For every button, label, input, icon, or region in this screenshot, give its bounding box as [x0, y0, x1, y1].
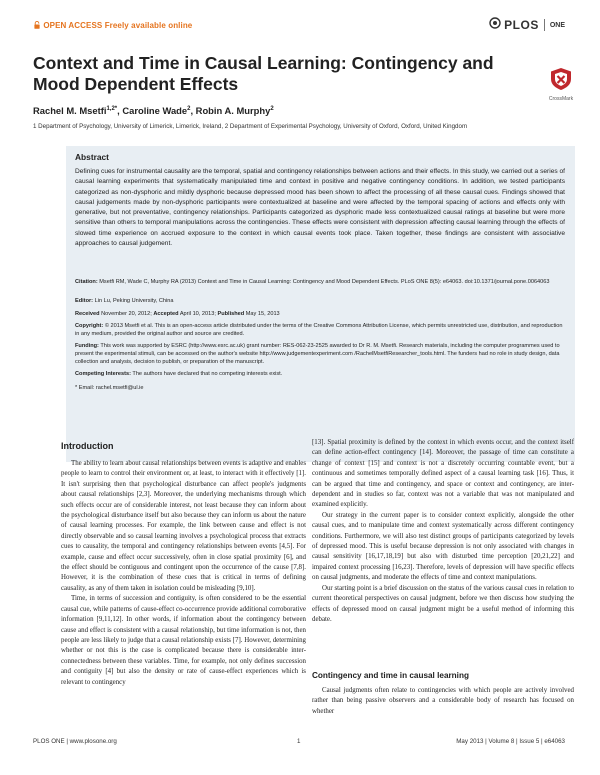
body-paragraph: Our starting point is a brief discussion on the status of the various causal cues in relation to current theoretical perspectives on causal judgment, before we then discuss how studying the effects of depressed mood on causal judgment might be a useful method of informing this debate. — [312, 584, 574, 623]
crossmark-label: CrossMark — [548, 96, 574, 102]
journal-logo[interactable] — [489, 16, 565, 34]
dates-line — [75, 310, 565, 318]
open-access-lock-icon — [34, 21, 40, 31]
accepted-date: April 10, 2013; — [179, 311, 216, 317]
abstract-text: Defining cues for instrumental causality are the temporal, spatial and contingency relationships between actions and their effects. In this study, we carried out a series of causal learning experiments that systematically manipulated time and context in positive and negative contingency conditions. In addition, we tested participants categorized as non-dysphoric and mildly dysphoric because depressed mood has been shown to affect the processing of all these causal cues. Findings showed that causal judgements made by non-dysphoric participants were contextualized at baseline and were affected by the temporal spacing of actions and effects only with generative, but not preventative, contingency relationships. Participants categorized as dysphoric made less contextualized causal ratings at baseline but were more sensitive than others to temporal manipulations across the contingencies. These effects were consistent with depression affecting causal learning through the effects of slowed time experience on accrued exposure to the context in which causal events took place. Taken together, these findings are consistent with associative approaches to causal judgement. — [75, 168, 565, 247]
plos-logo-icon — [489, 16, 501, 34]
received-label: Received — [75, 311, 100, 317]
open-access-label: OPEN ACCESS Freely available online — [43, 21, 193, 30]
crossmark-badge[interactable] — [546, 68, 576, 102]
section-heading: Contingency and time in causal learning — [312, 671, 469, 680]
citation-text: Msetfi RM, Wade C, Murphy RA (2013) Context and Time in Causal Learning: Contingency and Mood Dependent Effects. PLoS ONE 8(5): e64063. doi:10.1371/journal.pone.0064063 — [99, 279, 550, 285]
copyright-label: Copyright: — [75, 323, 104, 329]
footer-issue: May 2013 | Volume 8 | Issue 5 | e64063 — [456, 738, 565, 745]
editor-line — [75, 297, 565, 305]
author-affiliation-mark: 2 — [270, 105, 274, 112]
journal-logo-text: PLOS — [504, 18, 539, 32]
article-title: Context and Time in Causal Learning: Contingency and Mood Dependent Effects — [33, 53, 494, 94]
left-column-body — [61, 459, 306, 688]
logo-divider — [544, 19, 545, 31]
citation — [75, 278, 565, 286]
copyright-text: © 2013 Msetfi et al. This is an open-access article distributed under the terms of the Creative Commons Attribution License, which permits unrestricted use, distribution, and reproduction in any medium, provided the original author and source are credited. — [75, 323, 563, 337]
body-paragraph: Time, in terms of succession and contiguity, is often considered to be the essential causal cue, while patterns of cause-effect co-occurrence provide additional corroborative information [9,11,12]. In other words, if information about the contingency between cause and effect is consistent with a causal relationship, but time information is not, then people are less likely to judge that a causal relationship exists [7]. However, determining whether or not this is the case is complicated because there is considerable inter-connectedness between these variables. Time, for example, not only defines succession and contiguity [4] but also the density or rate of cause-effect experiences which is relevant to contingency — [61, 595, 306, 686]
published-label: Published — [217, 311, 245, 317]
funding-line — [75, 342, 565, 366]
author-affiliation-mark: 2 — [187, 105, 191, 112]
competing-interests-line — [75, 370, 565, 378]
page-number: 1 — [297, 738, 301, 745]
crossmark-icon — [551, 77, 571, 94]
author-name: , Robin A. Murphy — [190, 105, 271, 116]
journal-logo-sub: ONE — [549, 21, 565, 29]
body-paragraph: Causal judgments often relate to contingencies with which people are actively involved rather than being passive observers and a considerable body of research has focused on whether — [312, 687, 574, 715]
author-name: , Caroline Wade — [117, 105, 188, 116]
author-name: Rachel M. Msetfi — [33, 105, 107, 116]
corresponding-email: * Email: rachel.msetfi@ul.ie — [75, 385, 144, 391]
editor-text: Lin Lu, Peking University, China — [94, 298, 174, 304]
author-list — [33, 105, 274, 116]
competing-interests-text: The authors have declared that no competing interests exist. — [132, 371, 283, 377]
affiliations: 1 Department of Psychology, University of Limerick, Limerick, Ireland, 2 Department of Experimental Psychology, University of Oxford, Oxford, United Kingdom — [33, 123, 468, 130]
introduction-heading: Introduction — [61, 441, 114, 451]
competing-interests-label: Competing Interests: — [75, 371, 131, 377]
author-affiliation-mark: 1,2* — [106, 105, 118, 112]
published-date: May 15, 2013 — [245, 311, 280, 317]
accepted-label: Accepted — [153, 311, 179, 317]
funding-label: Funding: — [75, 343, 99, 349]
body-paragraph: Our strategy in the current paper is to consider context explicitly, alongside the other causal cues, and to manipulate time and context systematically across different contingency conditions. Furthermore, we will also test distinct groups of participants categorized by levels of depressed mood. This is useful because depression is not only associated with changes in causal sensitivity [16,17,18,19] but also with disturbed time perception [20,21,22] and impaired context processing [16,23]. Therefore, levels of depression will have specific effects on causal judgments, and moderate the effects of time and context manipulations. — [312, 511, 574, 582]
received-date: November 20, 2012; — [101, 311, 152, 317]
body-paragraph: The ability to learn about causal relationships between events is adaptive and enables people to learn to control their environment or, at least, to interact with it effectively [1]. It isn't surprising then that psychological disturbance can affect people's judgments about causal relationships [2,3]. Moreover, the underlying mechanisms through which such effects occur are of considerable interest, not least because they can inform about the psychological disturbance itself but also because they can inform us about the nature of causal learning processes. For example, the link between cause and effect is not directly observable and so causal learning involves a psychological process that extracts cues to causality, the temporal and contingency relationships between events [4,5]. For example, cause and effect occur successively, often in close spatial proximity [6], and the effect should be contiguous and contingent upon the occurrence of the cause [7,8]. However, it is the combination of these cues that is critical in terms of defining causality, as any of them taken in isolation could be misleading [9,10]. — [61, 460, 306, 592]
citation-label: Citation: — [75, 279, 98, 285]
body-paragraph: [13]. Spatial proximity is defined by the context in which events occur, and the context itself can define action-effect contingency [14]. Moreover, the passage of time can constitute a change of context [15] and context is not a discretely occurring countable event, but a continuous and sometimes temporally defined aspect of a causal learning task [16]. Thus, it can be argued that time and contingency, and space or context and contingency, are inter-dependent and in studies so far, context was not a variable that was not manipulated and examined explicitly. — [312, 439, 574, 509]
open-access-banner — [33, 21, 192, 31]
abstract-heading: Abstract — [75, 152, 109, 162]
editor-label: Editor: — [75, 298, 94, 304]
right-column-body-continued — [312, 686, 574, 717]
copyright-line — [75, 322, 565, 338]
funding-text: This work was supported by ESRC (http://www.esrc.ac.uk) grant number: RES-062-23-2525 awarded to Dr R. M. Msetfi. Research materials, including the computer programmes used to present the experimental stimuli, can be accessed on the author's website http://www.judgementexperiment.com /RachelMsetfiResearcher_tools.html. The funders had no role in study design, data collection and analysis, decision to publish, or preparation of the manuscript. — [75, 343, 560, 365]
footer-journal: PLOS ONE | www.plosone.org — [33, 738, 117, 745]
right-column-body — [312, 438, 574, 625]
